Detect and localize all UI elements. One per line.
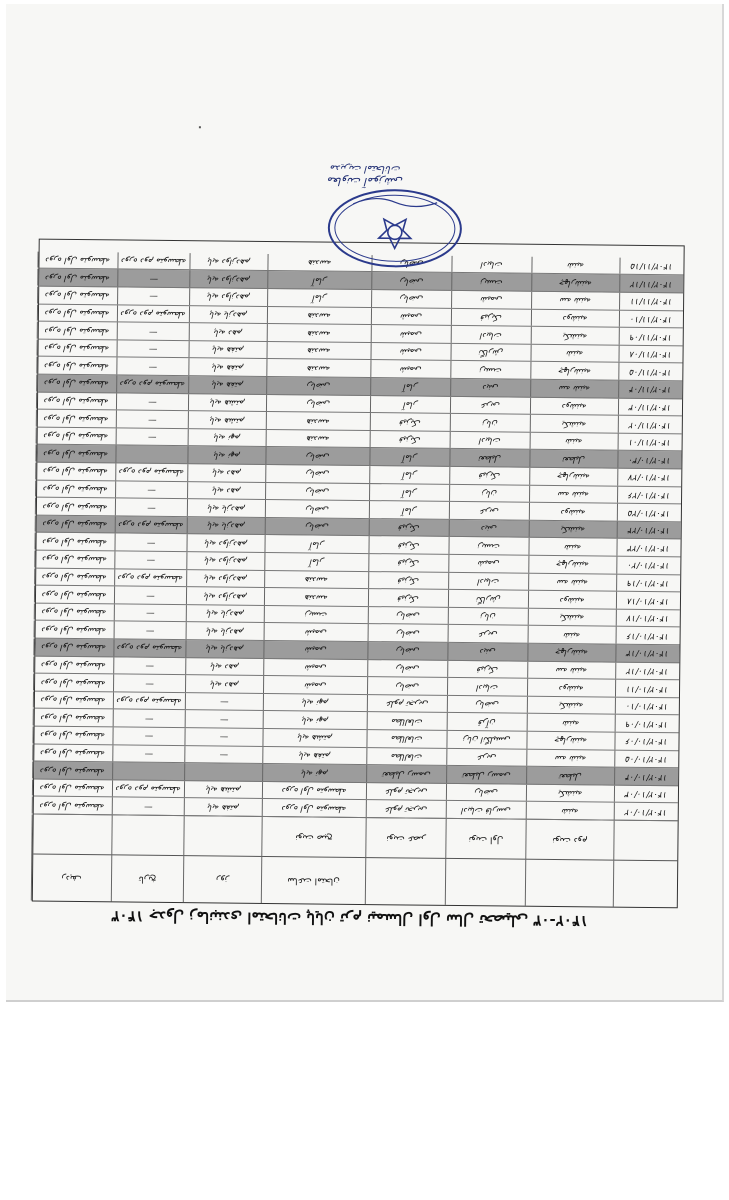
table-cell: ۱۴۰۲/۱۱/۰۲ (618, 416, 682, 433)
table-cell: چهارشنبه (527, 644, 615, 662)
seal-caption: معاونت آموزشی (327, 174, 404, 189)
table-cell: هندسه (266, 342, 370, 360)
table-cell: ۱۴۰۲/۱۰/۱۱ (615, 680, 679, 697)
table-cell: فیزیک (368, 589, 448, 606)
table-cell: ریاضی (447, 696, 527, 713)
table-cell: ریاضی (367, 642, 447, 659)
table-cell: ادبیات (450, 432, 530, 449)
subheader-cell (613, 821, 677, 862)
table-cell: پایه دهم (185, 658, 263, 675)
table-cell: علوم تجربی (367, 695, 447, 712)
table-cell: پایه یازدهم (186, 605, 264, 622)
table-cell: ۱۴۰۲/۱۰/۲۴ (617, 521, 681, 538)
table-cell: — (114, 534, 186, 551)
subheader-cell: نوبت اول (445, 819, 525, 860)
table-cell: ۱۴۰۲/۱۱/۰۹ (619, 328, 683, 345)
table-cell: ادبیات (447, 678, 527, 695)
header-cell: تاریخ (111, 855, 183, 902)
table-cell: ریاضی (446, 784, 526, 801)
table-cell: آمار (264, 535, 368, 553)
table-cell: — (117, 270, 189, 287)
table-cell: تعطیل رسمی (366, 765, 446, 782)
table-cell: پایه نهم (262, 764, 366, 782)
table-cell: عربی (446, 748, 526, 765)
table-cell: آمار (370, 378, 450, 395)
table-cell: دوره اول متوسطه (36, 392, 116, 409)
header-cell (525, 860, 613, 907)
table-cell: دینی (449, 520, 529, 537)
table-cell: پایه دوازدهم (189, 253, 267, 270)
table-cell: شنبه (530, 345, 618, 363)
table-cell: ریاضی (367, 677, 447, 694)
table-cell: پایه دهم (185, 675, 263, 692)
table-cell: — (185, 693, 263, 710)
table-cell: پایه دوازدهم (186, 587, 264, 604)
table-cell: فیزیک (370, 431, 450, 448)
table-cell: دوره دوم متوسطه (117, 252, 189, 269)
scanned-page (6, 4, 724, 1002)
table-header-sub (33, 814, 677, 862)
table-cell: دوره اول متوسطه (34, 603, 114, 620)
table-cell: فیزیک (449, 467, 529, 484)
table-cell: شیمی (370, 343, 450, 360)
table-cell: شیمی (263, 641, 367, 659)
table-cell: دوره اول متوسطه (37, 339, 117, 356)
table-cell: پایه دوازدهم (189, 271, 267, 288)
header-cell (445, 859, 525, 906)
table-cell: ۱۴۰۲/۱۰/۱۸ (616, 592, 680, 609)
table-cell: ریاضی (371, 255, 451, 272)
table-cell: پایه دهم (187, 482, 265, 499)
table-cell: — (184, 728, 262, 745)
table-cell: دوره اول متوسطه (32, 797, 112, 814)
table-cell: چهارشنبه (528, 556, 616, 574)
table-cell: ادبیات (451, 326, 531, 343)
official-seal (324, 184, 465, 273)
table-cell: آمار (369, 466, 449, 483)
table-cell: ۱۴۰۲/۱۰/۰۹ (615, 715, 679, 732)
table-cell: پایه هفتم (262, 747, 366, 765)
table-cell: ۱۴۰۲/۱۱/۰۴ (618, 381, 682, 398)
subheader-cell: نوبت صبح (261, 817, 365, 858)
table-cell: پایه دوازدهم (186, 535, 264, 552)
table-cell: یکشنبه (528, 609, 616, 627)
table-cell: ۱۴۰۲/۱۰/۱۶ (616, 627, 680, 644)
table-cell: ادبیات فارسی (446, 801, 526, 818)
table-cell: سه شنبه (531, 292, 619, 310)
table-cell: ۱۴۰۲/۱۰/۱۰ (615, 697, 679, 714)
table-cell: چهارشنبه (526, 732, 614, 750)
table-cell: پایه نهم (263, 711, 367, 729)
table-cell: شیمی (448, 555, 528, 572)
header-cell: ردیف (31, 855, 111, 902)
table-cell: چهارشنبه (530, 362, 618, 380)
table-cell: فیزیک (368, 572, 448, 589)
table-cell: پایه دوازدهم (186, 552, 264, 569)
table-cell: شنبه (528, 626, 616, 644)
table-cell: آمار (267, 289, 371, 307)
table-cell: ۱۴۰۲/۱۰/۱۲ (615, 662, 679, 679)
table-cell: — (112, 727, 184, 744)
table-cell: هندسه (266, 430, 370, 448)
table-cell: فیزیک (368, 536, 448, 553)
table-cell: — (114, 587, 186, 604)
table-cell: مطالعات (366, 730, 446, 747)
table-cell: زبان انگلیسی (446, 731, 526, 748)
document-title: ۱۴۰۳ جدول زمانبندی امتحانات پایان ترم نیمسال اول سال تحصیلی ۰۳-۱۴۰۲ (111, 907, 588, 931)
table-cell: ۱۴۰۲/۱۰/۰۶ (614, 733, 678, 750)
table-cell: دوره اول متوسطه (35, 463, 115, 480)
table-cell: ۱۴۰۲/۱۰/۱۷ (616, 609, 680, 626)
table-cell: ریاضی (371, 272, 451, 289)
table-cell: ۱۴۰۲/۱۰/۰۲ (614, 803, 678, 820)
table-cell: ادبیات (451, 256, 531, 273)
table-cell: ۱۴۰۲/۱۰/۳۰ (617, 451, 681, 468)
table-cell: ریاضی (266, 377, 370, 395)
table-cell: — (112, 798, 184, 815)
table-cell: پایه هفتم (188, 376, 266, 393)
table-cell: — (112, 745, 184, 762)
table-cell: زیست (451, 273, 531, 290)
table-cell: یکشنبه (527, 697, 615, 715)
table-cell: دوره اول متوسطه (32, 727, 112, 744)
table-cell: — (113, 710, 185, 727)
rotated-document (1, 0, 727, 1003)
table-cell (115, 446, 187, 463)
header-cell: ساعت امتحان (261, 857, 365, 904)
table-cell: سه شنبه (527, 661, 615, 679)
table-cell: دوره اول متوسطه (33, 656, 113, 673)
table-cell: زبان (449, 485, 529, 502)
table-cell: شیمی (370, 360, 450, 377)
table-cell: ۱۴۰۲/۱۱/۰۵ (618, 363, 682, 380)
table-cell: ۱۴۰۲/۱۰/۲۳ (616, 539, 680, 556)
table-cell: هندسه (267, 307, 371, 325)
table-cell: دوره اول متوسطه (33, 709, 113, 726)
table-cell: آمار (267, 271, 371, 289)
table-cell: دوره اول متوسطه (35, 445, 115, 462)
table-cell: دوره اول متوسطه (34, 621, 114, 638)
table-cell: — (113, 675, 185, 692)
table-cell: علوم تجربی (366, 800, 446, 817)
table-cell: — (116, 428, 188, 445)
table-cell: پایه دوازدهم (189, 288, 267, 305)
table-cell: ریاضی (368, 607, 448, 624)
table-cell: زبان (448, 608, 528, 625)
table-cell: دوره اول متوسطه (32, 779, 112, 796)
subheader-cell: نوبت دوم (525, 820, 613, 861)
table-cell: هندسه (264, 571, 368, 589)
table-cell: پایه یازدهم (189, 306, 267, 323)
table-cell: فیزیک (451, 309, 531, 326)
table-cell: دوره اول متوسطه (37, 322, 117, 339)
table-cell: — (117, 340, 189, 357)
table-cell: نگارش (450, 344, 530, 361)
table-cell: ۱۴۰۲/۱۰/۲۶ (617, 486, 681, 503)
table-cell: — (115, 481, 187, 498)
table-cell: دوره اول متوسطه (36, 375, 116, 392)
table-cell: ۱۴۰۲/۱۱/۱۵ (619, 257, 683, 274)
table-cell: دوره دوم متوسطه (113, 639, 185, 656)
table-cell: آمار (370, 396, 450, 413)
table-cell: تعطیل (526, 767, 614, 785)
table-cell: سه شنبه (529, 485, 617, 503)
table-cell: زیست (448, 537, 528, 554)
table-cell: پایه هفتم (188, 359, 266, 376)
table-cell: پایه هشتم (262, 729, 366, 747)
table-cell: پایه دوازدهم (186, 570, 264, 587)
table-cell: ۱۴۰۲/۱۱/۰۳ (618, 398, 682, 415)
table-cell: دوشنبه (531, 309, 619, 327)
table-cell: دوره اول متوسطه (34, 551, 114, 568)
table-cell: دوره اول متوسطه (33, 674, 113, 691)
table-cell: — (115, 499, 187, 516)
table-cell: پایه هفتم (184, 799, 262, 816)
exam-schedule-table (32, 239, 685, 909)
table-cell: یکشنبه (530, 415, 618, 433)
table-cell: قرآن (447, 713, 527, 730)
table-cell: زیست (264, 606, 368, 624)
table-cell: چهارشنبه (529, 468, 617, 486)
table-cell: — (117, 287, 189, 304)
table-cell: ۱۴۰۲/۱۱/۰۸ (618, 345, 682, 362)
table-cell: هندسه (267, 324, 371, 342)
table-cell: دوره دوم متوسطه (114, 569, 186, 586)
scan-speck (199, 126, 201, 128)
table-cell: دوره دوم متوسطه (115, 516, 187, 533)
table-cell: ۱۴۰۲/۱۰/۰۵ (614, 750, 678, 767)
table-cell: دوره اول متوسطه (32, 744, 112, 761)
table-cell: ۱۴۰۲/۱۰/۲۵ (617, 504, 681, 521)
table-cell: هندسه (264, 588, 368, 606)
table-cell: پایه هشتم (184, 781, 262, 798)
table-cell: مطالعات (367, 712, 447, 729)
table-cell: فیزیک (369, 519, 449, 536)
header-cell (613, 861, 677, 908)
table-cell: — (185, 711, 263, 728)
table-cell: آمار (369, 501, 449, 518)
table-header-main (33, 854, 677, 908)
table-cell: ۱۴۰۲/۱۰/۰۳ (614, 785, 678, 802)
table-cell: سه شنبه (530, 380, 618, 398)
table-cell: ریاضی (266, 395, 370, 413)
table-cell: شیمی (263, 659, 367, 677)
table-cell: ریاضی (371, 290, 451, 307)
table-cell: — (114, 622, 186, 639)
table-cell: ۱۴۰۲/۱۰/۱۹ (616, 574, 680, 591)
table-cell: ریاضی (265, 518, 369, 536)
table-cell: دوشنبه (530, 397, 618, 415)
table-cell: ریاضی (367, 660, 447, 677)
table-cell: دوره اول متوسطه (37, 269, 117, 286)
table-cell: ۱۴۰۲/۱۰/۰۴ (614, 768, 678, 785)
table-cell: پایه هفتم (189, 341, 267, 358)
table-cell: پایه دهم (189, 323, 267, 340)
table-cell: آمار (264, 553, 368, 571)
table-cell: عربی (449, 502, 529, 519)
table-cell: دینی (447, 643, 527, 660)
table-cell: دوره اول متوسطه (36, 410, 116, 427)
table-cell: زیست (450, 361, 530, 378)
table-cell (184, 763, 262, 780)
table-cell: ریاضی (368, 624, 448, 641)
table-cell: دوره اول متوسطه (35, 498, 115, 515)
table-cell: دوره اول متوسطه (32, 762, 112, 779)
table-cell: ریاضی (265, 465, 369, 483)
table-cell: عربی (448, 625, 528, 642)
table-cell: دوره دوم متوسطه (115, 463, 187, 480)
table-cell: شنبه (530, 433, 618, 451)
table-cell: ریاضی (265, 483, 369, 501)
table-cell: — (117, 323, 189, 340)
table-cell: هندسه (267, 254, 371, 272)
table-cell: دوره اول متوسطه (262, 799, 366, 817)
table-cell: دوره اول متوسطه (34, 586, 114, 603)
table-cell: ریاضی (265, 447, 369, 465)
table-cell: شیمی (264, 623, 368, 641)
table-cell: شیمی (263, 676, 367, 694)
subheader-cell (31, 815, 111, 856)
table-cell: دوره اول متوسطه (34, 568, 114, 585)
table-cell: پایه دهم (187, 464, 265, 481)
table-cell: پایه یازدهم (187, 499, 265, 516)
table-cell: زبان (450, 414, 530, 431)
table-cell: سه شنبه (528, 573, 616, 591)
table-cell: — (114, 551, 186, 568)
table-cell: — (113, 657, 185, 674)
table-cell: یکشنبه (529, 521, 617, 539)
table-cell: ۱۴۰۲/۱۰/۲۰ (616, 557, 680, 574)
table-cell: پایه یازدهم (185, 640, 263, 657)
table-cell: تعطیل رسمی (446, 766, 526, 783)
table-cell: پایه هشتم (188, 394, 266, 411)
table-cell: دوره اول متوسطه (33, 691, 113, 708)
table-cell: — (114, 604, 186, 621)
seal-subtitle: مدیریت امتحانات (330, 162, 401, 175)
table-cell: دینی (450, 379, 530, 396)
table-cell (112, 763, 184, 780)
table-cell: پایه نهم (263, 694, 367, 712)
table-cell: دوره دوم متوسطه (117, 305, 189, 322)
table-cell: دوره دوم متوسطه (112, 780, 184, 797)
table-cell: دوشنبه (529, 503, 617, 521)
table-cell: تعطیل (449, 449, 529, 466)
table-cell: — (116, 358, 188, 375)
table-cell: دوره دوم متوسطه (113, 692, 185, 709)
table-cell: آمار (369, 448, 449, 465)
table-cell: دوشنبه (528, 591, 616, 609)
table-cell: آمار (369, 484, 449, 501)
table-cell: پایه نهم (188, 429, 266, 446)
table-cell: ۱۴۰۲/۱۱/۰۱ (618, 433, 682, 450)
table-cell: نگارش (448, 590, 528, 607)
header-cell (365, 858, 445, 905)
table-cell: دوره دوم متوسطه (116, 375, 188, 392)
table-cell: پایه هشتم (188, 411, 266, 428)
table-cell: علوم تجربی (366, 783, 446, 800)
table-cell: شیمی (451, 291, 531, 308)
table-cell: ریاضی (265, 500, 369, 518)
table-cell: ۱۴۰۲/۱۱/۱۲ (619, 275, 683, 292)
table-cell: عربی (450, 397, 530, 414)
table-cell: شیمی (371, 308, 451, 325)
table-cell: پایه یازدهم (187, 517, 265, 534)
header-cell: روز (183, 856, 261, 903)
table-cell: شنبه (531, 257, 619, 275)
subheader-cell (183, 816, 261, 857)
table-cell: سه شنبه (526, 749, 614, 767)
table-cell: یکشنبه (526, 785, 614, 803)
table-cell: یکشنبه (531, 327, 619, 345)
table-cell: دوره اول متوسطه (37, 304, 117, 321)
table-cell: شنبه (528, 538, 616, 556)
table-cell: ۱۴۰۲/۱۱/۱۱ (619, 293, 683, 310)
table-cell: دوره اول متوسطه (262, 782, 366, 800)
table-cell: — (184, 746, 262, 763)
table-cell: شنبه (527, 714, 615, 732)
table-cell: پایه یازدهم (186, 623, 264, 640)
table-cell: دوشنبه (527, 679, 615, 697)
table-cell: دوره اول متوسطه (36, 427, 116, 444)
table-cell: دوره اول متوسطه (37, 287, 117, 304)
table-cell: ادبیات (448, 572, 528, 589)
table-cell: فیزیک (368, 554, 448, 571)
table-cell: — (116, 393, 188, 410)
table-cell: شنبه (526, 802, 614, 820)
table-cell: هندسه (266, 412, 370, 430)
subheader-cell: نوبت عصر (365, 818, 445, 859)
table-cell: چهارشنبه (531, 274, 619, 292)
table-cell: — (116, 411, 188, 428)
table-cell: دوره اول متوسطه (33, 639, 113, 656)
table-cell: مطالعات (366, 748, 446, 765)
table-cell: پایه نهم (187, 447, 265, 464)
table-cell: تعطیل (529, 450, 617, 468)
subheader-cell (111, 815, 183, 856)
table-cell: فیزیک (370, 413, 450, 430)
table-cell: دوره اول متوسطه (35, 515, 115, 532)
table-cell: فیزیک (447, 660, 527, 677)
table-cell: شیمی (371, 325, 451, 342)
table-cell: ۱۴۰۲/۱۱/۱۰ (619, 310, 683, 327)
table-cell: هندسه (266, 359, 370, 377)
table-cell: دوره اول متوسطه (36, 357, 116, 374)
table-cell: ۱۴۰۲/۱۰/۱۳ (615, 645, 679, 662)
table-cell: دوره اول متوسطه (35, 480, 115, 497)
table-cell: دوره اول متوسطه (34, 533, 114, 550)
table-cell: ۱۴۰۲/۱۰/۲۷ (617, 469, 681, 486)
table-cell: دوره اول متوسطه (37, 251, 117, 268)
